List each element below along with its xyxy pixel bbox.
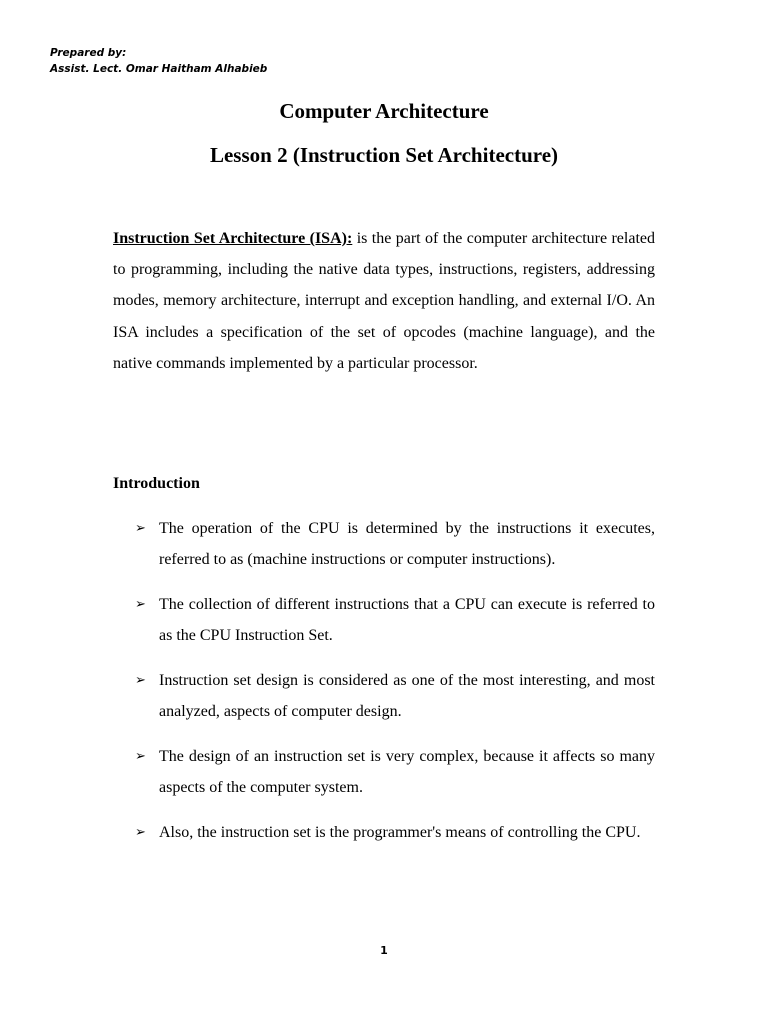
list-item <box>113 817 655 848</box>
lesson-title: Lesson 2 (Instruction Set Architecture) <box>209 143 559 167</box>
prepared-by-label: Prepared by: <box>50 47 127 59</box>
list-item <box>113 741 655 803</box>
list-item <box>113 589 655 651</box>
author-name: Assist. Lect. Omar Haitham Alhabieb <box>50 63 268 75</box>
isa-definition-text: is the part of the computer architecture related to programming, including the native data types, instructions, registers, addressing modes, memory architecture, interrupt and exception handling, and external I/O. An ISA includes a specification of the set of opcodes (machine language), and the native commands implemented by a particular processor. <box>113 230 656 372</box>
list-item-text: Instruction set design is considered as one of the most interesting, and most analyzed, aspects of computer design. <box>159 671 655 721</box>
list-item-text: The collection of different instructions that a CPU can execute is referred to as the CPU Instruction Set. <box>159 595 655 645</box>
isa-definition-paragraph <box>113 223 655 379</box>
page-number: 1 <box>380 944 388 957</box>
arrow-right-icon: ➢ <box>135 521 146 536</box>
arrow-right-icon: ➢ <box>135 672 146 688</box>
arrow-right-icon: ➢ <box>135 748 146 764</box>
arrow-right-icon: ➢ <box>135 596 146 612</box>
list-item <box>113 513 655 575</box>
list-item-text: The design of an instruction set is very complex, because it affects so many aspects of the computer system. <box>159 747 655 796</box>
introduction-bullet-list <box>113 513 655 861</box>
introduction-heading: Introduction <box>113 475 200 492</box>
list-item <box>113 665 655 727</box>
course-title: Computer Architecture <box>279 99 489 123</box>
prepared-by-block <box>50 45 267 77</box>
list-item-text: Also, the instruction set is the programmer's means of controlling the CPU. <box>159 823 641 841</box>
arrow-right-icon: ➢ <box>135 824 146 840</box>
isa-term: Instruction Set Architecture (ISA): <box>113 230 353 247</box>
list-item-text: The operation of the CPU is determined by the instructions it executes, referred to as (machine instructions or computer instructions). <box>159 520 655 569</box>
